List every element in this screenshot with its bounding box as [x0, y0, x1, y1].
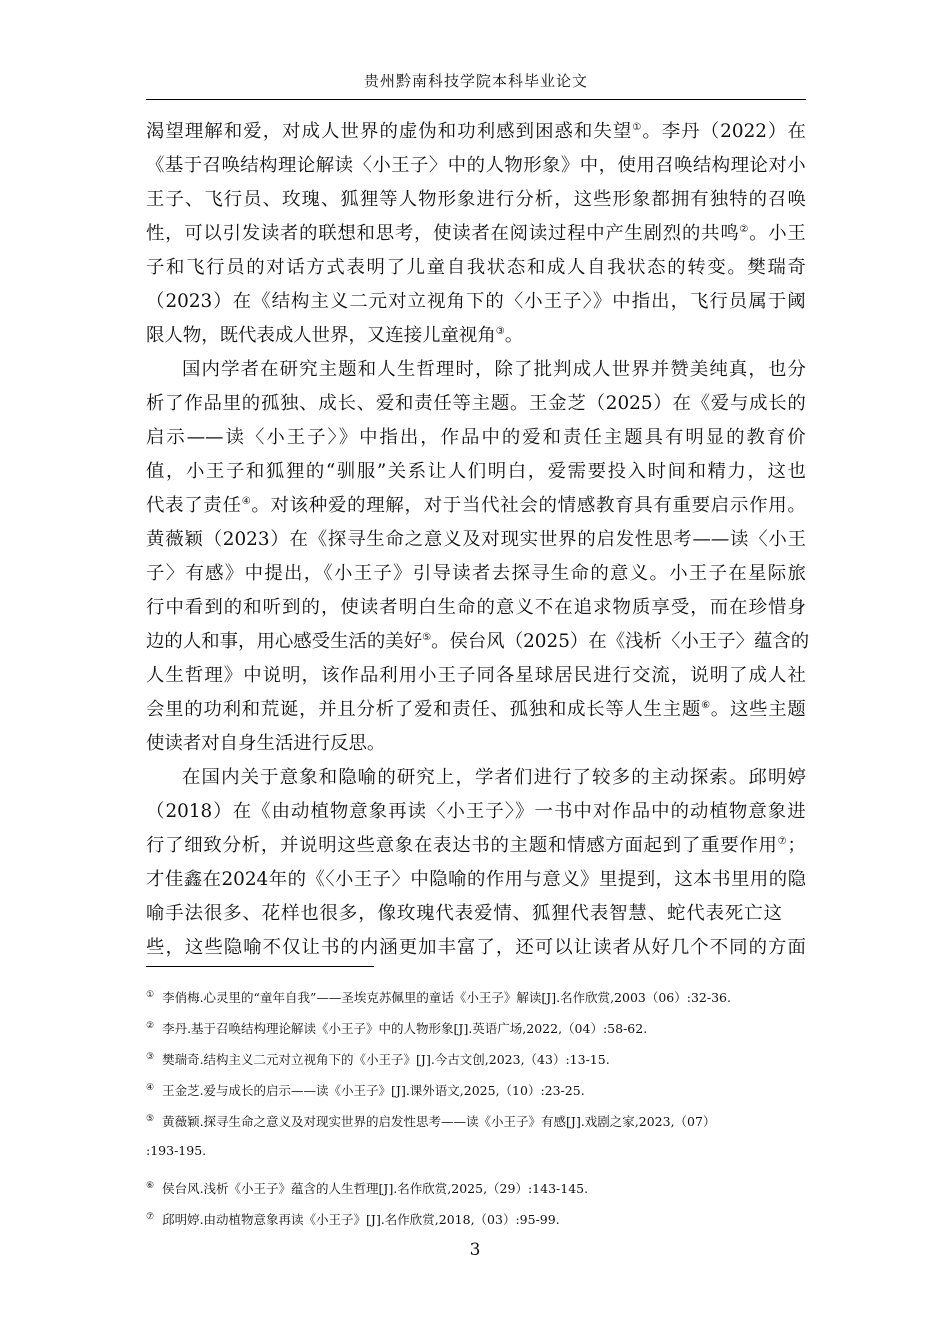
body-line: 代表了责任④。对该种爱的理解，对于当代社会的情感教育具有重要启示作用。 — [146, 495, 806, 516]
footnote-text: 樊瑞奇.结构主义二元对立视角下的《小王子》[J].今古文创,2023,（43）:13-15. — [162, 1052, 610, 1068]
footnote-5-continuation: :193-195. — [146, 1143, 207, 1158]
body-line: 国内学者在研究主题和人生哲理时，除了批判成人世界并赞美纯真，也分 — [182, 359, 806, 380]
body-line: 黄薇颖（2023）在《探寻生命之意义及对现实世界的启发性思考——读〈小王 — [146, 529, 806, 550]
body-line: （2018）在《由动植物意象再读〈小王子〉》一书中对作品中的动植物意象进 — [146, 801, 806, 822]
body-line: 析了作品里的孤独、成长、爱和责任等主题。王金芝（2025）在《爱与成长的 — [146, 393, 806, 414]
footnote-marker: ④ — [146, 1083, 155, 1093]
footnote-marker: ② — [146, 1021, 155, 1031]
page-number: 3 — [469, 1240, 481, 1260]
page-header-title: 贵州黔南科技学院本科毕业论文 — [363, 72, 588, 90]
body-line: （2023）在《结构主义二元对立视角下的〈小王子〉》中指出，飞行员属于阈 — [146, 291, 806, 312]
footnote-ref: ⑦ — [777, 835, 788, 847]
body-line: 启示——读〈小王子〉》中指出，作品中的爱和责任主题具有明显的教育价 — [146, 427, 806, 448]
body-line: 边的人和事，用心感受生活的美好⑤。侯台风（2025）在《浅析〈小王子〉蕴含的 — [146, 631, 810, 652]
footnote-marker: ⑥ — [146, 1181, 155, 1191]
body-line: 子〉有感》中提出，《小王子》引导读者去探寻生命的意义。小王子在星际旅 — [146, 563, 806, 584]
footnote-text: 黄薇颖.探寻生命之意义及对现实世界的启发性思考——读《小王子》有感[J].戏剧之家,2023,（07） — [162, 1114, 716, 1130]
footnote-ref: ① — [632, 121, 643, 133]
body-line: 会里的功利和荒诞，并且分析了爱和责任、孤独和成长等人生主题⑥。这些主题 — [146, 699, 806, 720]
body-line: 《基于召唤结构理论解读〈小王子〉中的人物形象》中，使用召唤结构理论对小 — [146, 155, 806, 176]
footnote-text: 李丹.基于召唤结构理论解读《小王子》中的人物形象[J].英语广场,2022,（04）:58-62. — [162, 1021, 648, 1037]
footnote-6 — [146, 1177, 806, 1198]
body-line: 行中看到的和听到的，使读者明白生命的意义不在追求物质享受，而在珍惜身 — [146, 597, 806, 618]
body-line: 王子、飞行员、玫瑰、狐狸等人物形象进行分析，这些形象都拥有独特的召唤 — [146, 189, 806, 210]
footnote-1 — [146, 986, 806, 1007]
body-line: 在国内关于意象和隐喻的研究上，学者们进行了较多的主动探索。邱明婷 — [182, 767, 806, 788]
body-line: 限人物，既代表成人世界，又连接儿童视角③。 — [146, 325, 524, 346]
footnote-4 — [146, 1079, 806, 1100]
body-line: 人生哲理》中说明，该作品利用小王子同各星球居民进行交流，说明了成人社 — [146, 665, 806, 686]
footnote-marker: ③ — [146, 1052, 155, 1062]
header-rule — [146, 99, 806, 100]
footnote-text: 侯台风.浅析《小王子》蕴含的人生哲理[J].名作欣赏,2025,（29）:143-145. — [162, 1181, 589, 1197]
body-line: 才佳鑫在2024年的《〈小王子〉中隐喻的作用与意义》里提到，这本书里用的隐 — [146, 869, 806, 890]
footnote-separator — [146, 966, 374, 967]
footnote-ref: ③ — [495, 325, 505, 337]
footnote-marker: ⑦ — [146, 1212, 155, 1222]
body-line: 使读者对自身生活进行反思。 — [146, 733, 386, 754]
footnote-text: 邱明婷.由动植物意象再读《小王子》[J].名作欣赏,2018,（03）:95-99. — [162, 1212, 560, 1228]
body-line: 子和飞行员的对话方式表明了儿童自我状态和成人自我状态的转变。樊瑞奇 — [146, 257, 806, 278]
footnote-text: 李俏梅.心灵里的“童年自我”——圣埃克苏佩里的童话《小王子》解读[J].名作欣赏,2003（06）:32-36. — [162, 990, 731, 1006]
body-line: 性，可以引发读者的联想和思考，使读者在阅读过程中产生剧烈的共鸣②。小王 — [146, 223, 806, 244]
footnote-2 — [146, 1017, 806, 1038]
footnote-7 — [146, 1208, 806, 1229]
footnote-ref: ④ — [241, 495, 252, 507]
footnote-marker: ① — [146, 990, 155, 1000]
body-line: 些，这些隐喻不仅让书的内涵更加丰富了，还可以让读者从好几个不同的方面 — [146, 937, 806, 958]
body-line: 行了细致分析，并说明这些意象在表达书的主题和情感方面起到了重要作用⑦； — [146, 835, 806, 856]
body-line: 渴望理解和爱，对成人世界的虚伪和功利感到困惑和失望①。李丹（2022）在 — [146, 121, 806, 142]
footnote-ref: ⑤ — [422, 631, 432, 643]
body-line: 喻手法很多、花样也很多，像玫瑰代表爱情、狐狸代表智慧、蛇代表死亡这 — [146, 903, 782, 924]
footnote-3 — [146, 1048, 806, 1069]
footnote-ref: ② — [739, 223, 750, 235]
footnote-ref: ⑥ — [701, 699, 711, 711]
footnote-marker: ⑤ — [146, 1114, 155, 1124]
body-line: 值，小王子和狐狸的“驯服”关系让人们明白，爱需要投入时间和精力，这也 — [146, 461, 806, 482]
footnote-text: 王金芝.爱与成长的启示——读《小王子》[J].课外语文,2025,（10）:23-25. — [162, 1083, 585, 1099]
footnote-5 — [146, 1110, 806, 1131]
